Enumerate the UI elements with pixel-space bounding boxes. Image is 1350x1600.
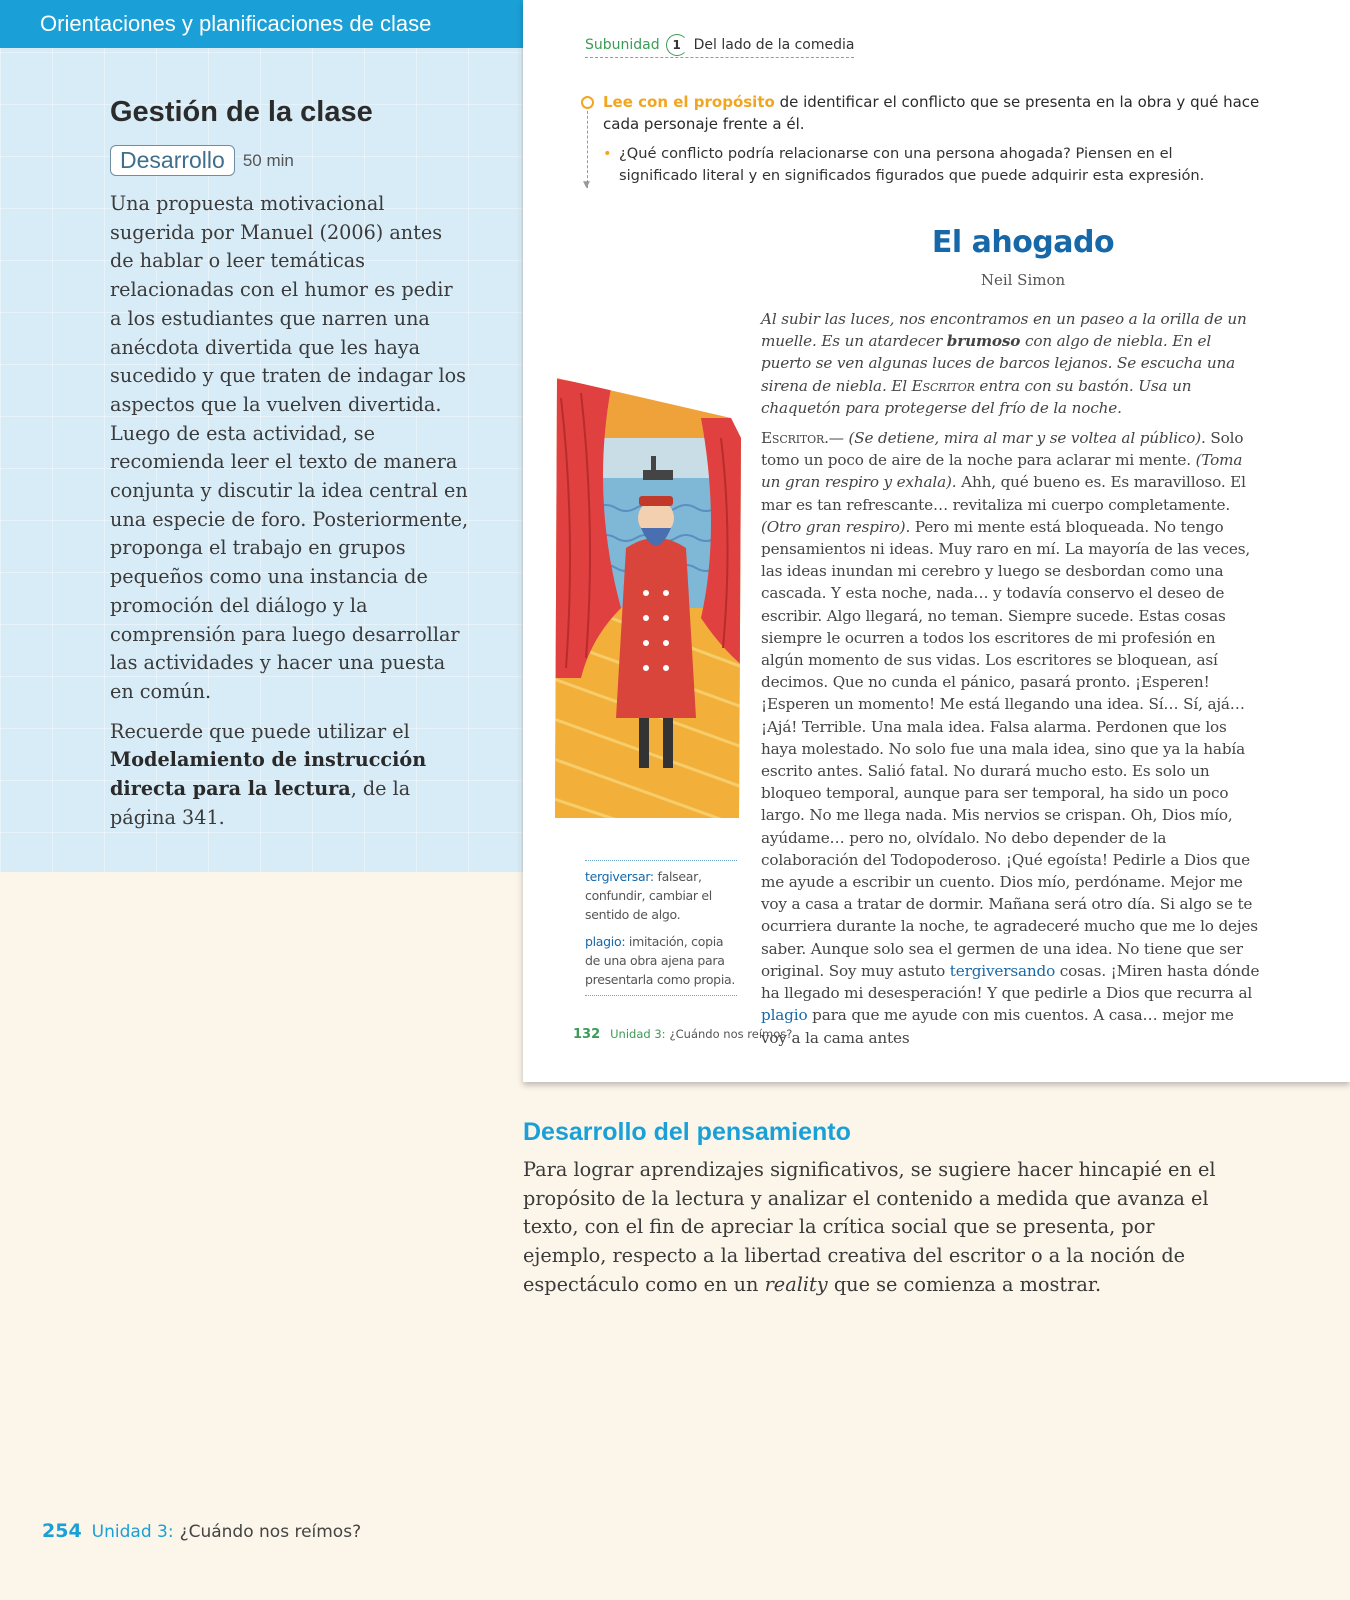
guide-page-number: 254 (42, 1520, 82, 1542)
writer-illustration (551, 378, 745, 828)
subunit-label: Subunidad (585, 37, 660, 53)
reference-text: Recuerde que puede utilizar el (110, 719, 410, 743)
purpose-question-text: ¿Qué conflicto podría relacionarse con una persona ahogada? Piensen en el significado literal y en significados figurados que puede adquirir esta expresión. (619, 145, 1205, 184)
play-text (761, 308, 1261, 1049)
guide-text (110, 190, 470, 843)
glossary-term: plagio: (585, 934, 626, 949)
phase-row (110, 145, 294, 176)
thinking-development-text (523, 1156, 1223, 1300)
purpose-question (603, 143, 1253, 187)
stage-direction-intro (761, 308, 1261, 419)
speaker-name: Escritor. (761, 429, 829, 448)
footer-unit: Unidad 3: (610, 1027, 666, 1041)
thinking-development-heading: Desarrollo del pensamiento (523, 1118, 851, 1146)
glossary-definition: falsear, confundir, cambiar el sentido de algo. (585, 869, 712, 922)
glossary-entry (585, 932, 737, 989)
page-number: 132 (573, 1027, 601, 1042)
intro-text: con algo de niebla. En el puerto se ven algunas luces de barcos lejanos. Se escucha una sirena de niebla. El (761, 332, 1235, 395)
stage-direction: (Se detiene, mira al mar y se voltea al público). (848, 429, 1206, 448)
page-footer (573, 1027, 792, 1042)
textbook-page (523, 0, 1350, 1082)
stage-direction: (Toma un gran respiro y exhala). (761, 451, 1243, 492)
reference-bold: Modelamiento de instrucción directa para la lectura (110, 748, 427, 801)
section-banner: Orientaciones y planificaciones de clase (0, 0, 523, 48)
subunit-header (585, 34, 854, 58)
dialogue-dash: — (828, 429, 849, 448)
reference-text-end: , de la página 341. (110, 777, 411, 829)
vocab-word: brumoso (946, 332, 1021, 351)
dev-italic: reality (764, 1272, 828, 1296)
dialogue-text: Pero mi mente está bloqueada. No tengo pensamientos ni ideas. Muy raro en mí. La mayoría de las veces, las ideas inundan mi cerebro y luego se desbordan como una cascada. Y esta noche, nada… y todavía conservo el deseo de escribir. Algo llegará, no teman. Siempre sucede. Estas cosas siempre le ocurren a todos los escritores de mi profesión en algún momento de sus vidas. Los escritores se bloquean, así decimos. Que no cunda el pánico, pasará pronto. ¡Esperen! ¡Esperen un momento! Me está llegando una idea. Sí… Sí, ajá… ¡Ajá! Terrible. Una mala idea. Falsa alarma. Perdonen que los haya molestado. No solo fue una mala idea, sino que ya la había escrito antes. Salió fatal. No durará mucho esto. Es solo un bloqueo temporal, aunque para ser temporal, ha sido un poco largo. No me llega nada. Mis nervios se crispan. Oh, Dios mío, ayúdame… pero no, olvídalo. No debo depender de la colaboración del Todopoderoso. ¡Qué egoísta! Pedirle a Dios que me ayude a escribir un cuento. Dios mío, perdóname. Mejor me voy a casa a tratar de dormir. Mañana será otro día. Si algo se te ocurriera durante la noche, te agradeceré mucho que me lo dejes saber. Aunque solo sea el germen de una idea. No tiene que ser original. Soy muy astuto (761, 517, 1258, 980)
dialogue-text: cosas. ¡Miren hasta dónde ha llegado mi desesperación! Y que pedirle a Dios que recurra al (761, 961, 1260, 1003)
purpose-highlight: Lee con el propósito (603, 93, 775, 111)
glossary-box (585, 860, 737, 996)
phase-badge: Desarrollo (110, 145, 235, 176)
purpose-rest: de identificar el conflicto que se presenta en la obra y qué hace cada personaje frente a él. (603, 93, 1260, 133)
intro-text: Al subir las luces, nos encontramos en un paseo a la orilla de un muelle. Es un atardecer (761, 310, 1247, 351)
dialogue-text: Solo tomo un poco de aire de la noche para aclarar mi mente. (761, 429, 1244, 470)
reading-purpose (603, 91, 1263, 135)
subunit-title: Del lado de la comedia (693, 37, 855, 53)
glossary-link-tergiversando[interactable]: tergiversando (949, 961, 1056, 980)
character-name: Escritor (911, 376, 975, 395)
subunit-number: 1 (666, 34, 688, 56)
dev-text: Para lograr aprendizajes significativos, se sugiere hacer hincapié en el propósito de la lectura y analizar el contenido a medida que avanza el texto, con el fin de apreciar la crítica social que se presenta, por ejemplo, respecto a la libertad creativa del escritor o a la noción de espectáculo como en un (523, 1158, 1216, 1296)
intro-text: entra con su bastón. Usa un chaquetón para protegerse del frío de la noche. (761, 376, 1192, 417)
guide-paragraph-reference (110, 718, 470, 833)
dialogue (761, 427, 1261, 1049)
dialogue-text: Ahh, qué bueno es. Es maravilloso. El mar es tan refrescante… revitaliza mi cuerpo completamente. (761, 473, 1246, 514)
guide-footer (42, 1520, 361, 1542)
guide-footer-unit: Unidad 3: (91, 1522, 174, 1542)
purpose-marker-icon (581, 96, 594, 109)
glossary-entry (585, 867, 737, 924)
play-author: Neil Simon (980, 271, 1066, 289)
glossary-term: tergiversar: (585, 869, 654, 884)
phase-duration: 50 min (242, 150, 294, 170)
play-title: El ahogado (931, 225, 1115, 260)
guide-paragraph: Una propuesta motivacional sugerida por Manuel (2006) antes de hablar o leer temáticas relacionadas con el humor es pedir a los estudiantes que narren una anécdota divertida que les haya sucedido y que traten de indagar los aspectos que la vuelven divertida. Luego de esta actividad, se recomienda leer el texto de manera conjunta y discutir la idea central en una especie de foro. Posteriormente, proponga el trabajo en grupos pequeños como una instancia de promoción del diálogo y la comprensión para luego desarrollar las actividades y hacer una puesta en común. (110, 192, 469, 703)
stage-direction: (Otro gran respiro). (761, 517, 911, 536)
purpose-guideline (587, 96, 588, 188)
bullet-icon: • (603, 145, 612, 162)
guide-footer-title: ¿Cuándo nos reímos? (179, 1522, 362, 1542)
dev-text-end: que se comienza a mostrar. (827, 1272, 1102, 1296)
arrow-down-icon: ▼ (583, 180, 590, 190)
dialogue-text: para que me ayude con mis cuentos. A casa… mejor me voy a la cama antes (761, 1006, 1234, 1047)
class-management-heading: Gestión de la clase (110, 96, 373, 128)
glossary-link-plagio[interactable]: plagio (761, 1006, 808, 1025)
glossary-definition: imitación, copia de una obra ajena para presentarla como propia. (585, 934, 736, 987)
footer-unit-title: ¿Cuándo nos reímos? (669, 1027, 793, 1041)
